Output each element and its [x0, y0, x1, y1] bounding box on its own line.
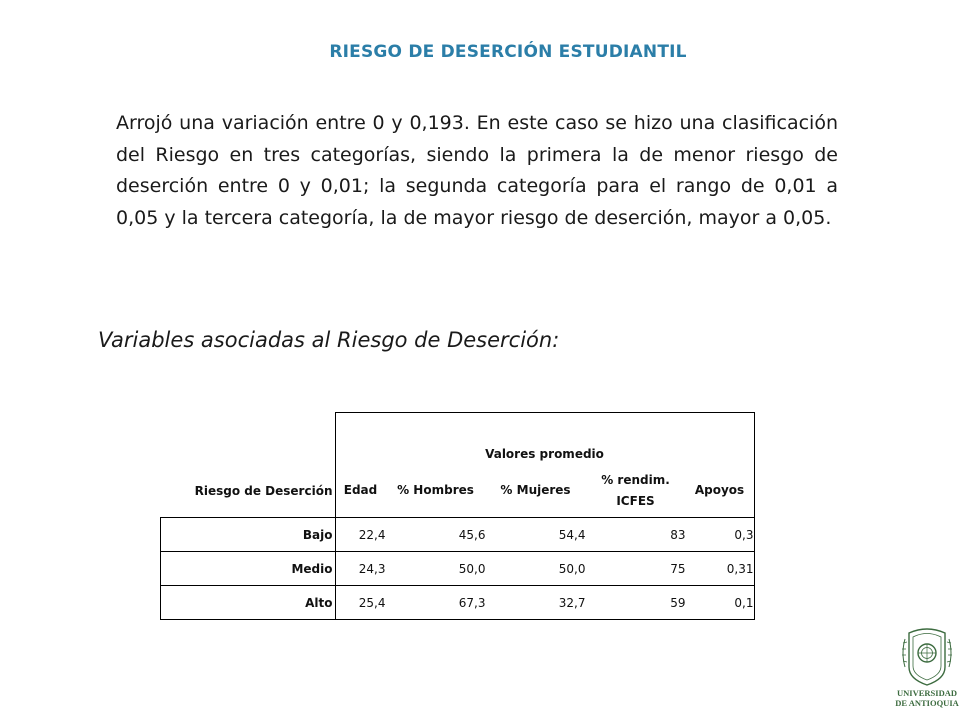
table-cell: 0,31 — [686, 552, 755, 586]
table-cell: 45,6 — [386, 518, 486, 552]
table-row — [161, 518, 755, 552]
group-header-cell: Valores promedio — [335, 413, 754, 465]
row-label: Alto — [161, 586, 336, 620]
row-label: Bajo — [161, 518, 336, 552]
table-cell: 50,0 — [486, 552, 586, 586]
wordmark-line: UNIVERSIDAD — [897, 688, 957, 698]
table-cell: 67,3 — [386, 586, 486, 620]
table-cell: 54,4 — [486, 518, 586, 552]
table-cell: 24,3 — [335, 552, 386, 586]
table-cell: 50,0 — [386, 552, 486, 586]
empty-corner-cell — [161, 413, 336, 465]
university-logo — [895, 623, 959, 720]
university-wordmark — [895, 688, 959, 708]
table-cell: 0,3 — [686, 518, 755, 552]
column-header: % Mujeres — [486, 464, 586, 518]
table-row — [161, 552, 755, 586]
table-cell: 83 — [586, 518, 686, 552]
column-header: Riesgo de Deserción — [161, 464, 336, 518]
column-header: % Hombres — [386, 464, 486, 518]
university-seal-icon — [895, 623, 959, 687]
table-cell: 75 — [586, 552, 686, 586]
column-header: Edad — [335, 464, 386, 518]
table-row — [161, 586, 755, 620]
row-label: Medio — [161, 552, 336, 586]
table-cell: 32,7 — [486, 586, 586, 620]
table-cell: 0,1 — [686, 586, 755, 620]
body-paragraph: Arrojó una variación entre 0 y 0,193. En este caso se hizo una clasificación del Riesgo en tres categorías, siendo la primera la de menor riesgo de deserción entre 0 y 0,01; la segunda categoría para el rango de 0,01 a 0,05 y la tercera categoría, la de mayor riesgo de deserción, mayor a 0,05. — [116, 112, 838, 229]
column-header: Apoyos — [686, 464, 755, 518]
table-cell: 59 — [586, 586, 686, 620]
averages-table — [160, 412, 755, 620]
column-header-row — [161, 464, 755, 518]
slide-title: RIESGO DE DESERCIÓN ESTUDIANTIL — [329, 42, 687, 62]
table-cell: 22,4 — [335, 518, 386, 552]
table-subheading: Variables asociadas al Riesgo de Deserción: — [98, 328, 560, 352]
wordmark-line: DE ANTIOQUIA — [895, 698, 959, 708]
column-header: % rendim. ICFES — [586, 464, 686, 518]
group-header-row — [161, 413, 755, 465]
table-cell: 25,4 — [335, 586, 386, 620]
